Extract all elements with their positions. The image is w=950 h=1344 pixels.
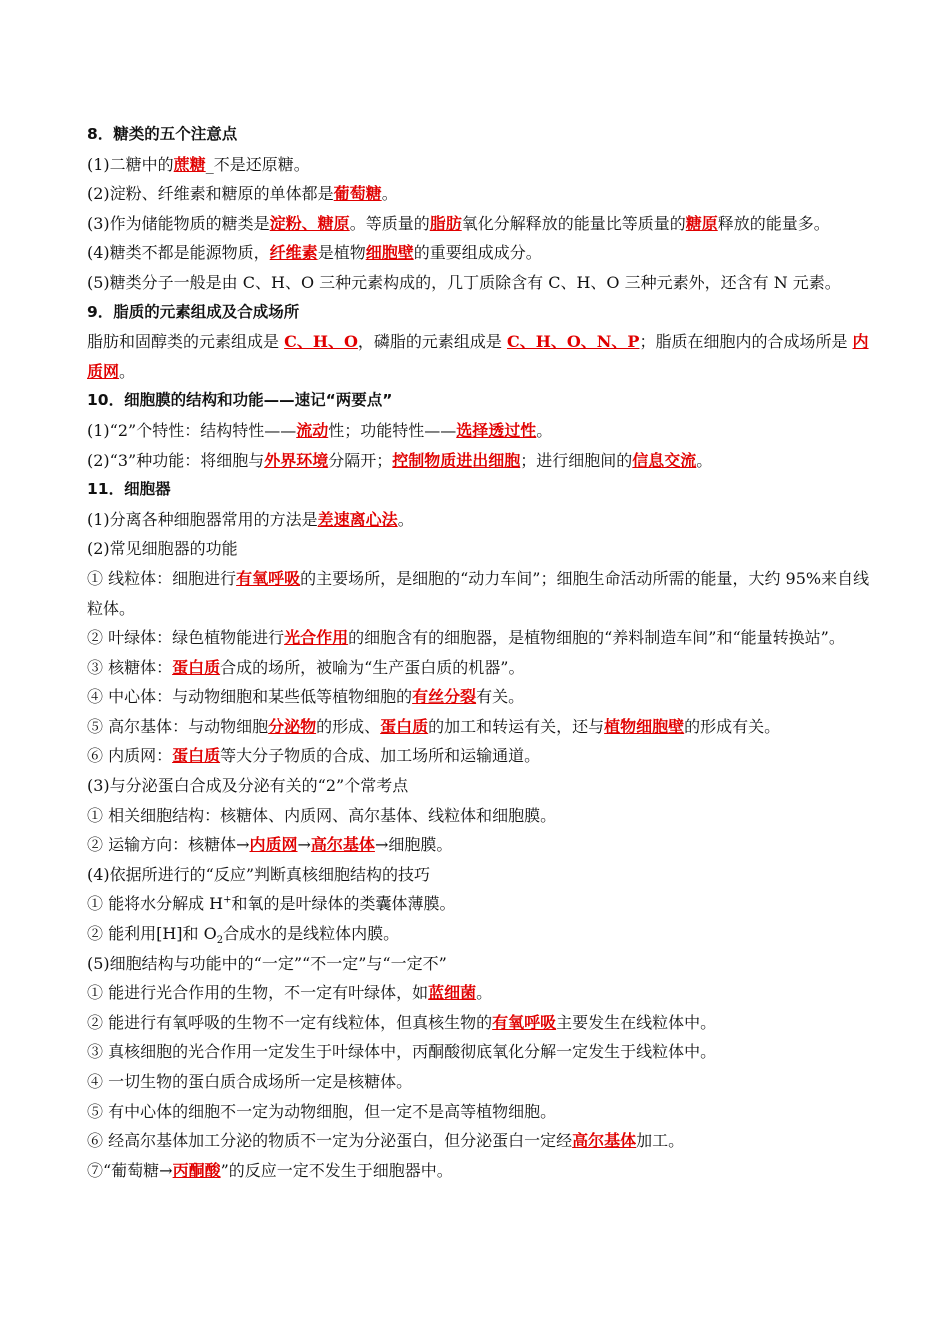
text-segment: 释放的能量多。 — [717, 213, 830, 233]
text-segment: (2)“3”种功能：将细胞与 — [87, 450, 265, 470]
text-segment: 的主要场所，是细胞的“动力车间”；细胞生命活动所需的能量，大约 95%来自线粒体。 — [87, 568, 870, 618]
text-segment: (5)糖类分子一般是由 C、H、O 三种元素构成的，几丁质除含有 C、H、O 三种元素外，还含有 N 元素。 — [87, 272, 841, 292]
answer-keyword: 丙酮酸 — [172, 1160, 221, 1180]
section-heading — [87, 475, 877, 505]
text-segment: 的形成有关。 — [684, 716, 781, 736]
text-segment: ② 叶绿体：绿色植物能进行 — [87, 628, 285, 648]
text-segment: (4)依据所进行的“反应”判断真核细胞结构的技巧 — [87, 864, 431, 884]
text-segment: ⑥ 内质网： — [87, 746, 173, 766]
text-segment: 氧化分解释放的能量比等质量的 — [461, 213, 686, 233]
answer-keyword: 差速离心法 — [317, 509, 398, 529]
text-line — [87, 682, 877, 712]
text-segment: 。 — [397, 509, 414, 529]
text-segment: 和氧的是叶绿体的类囊体薄膜。 — [231, 894, 456, 914]
answer-keyword: 有氧呼吸 — [492, 1012, 557, 1032]
text-line — [87, 771, 877, 801]
text-segment: 的细胞含有的细胞器，是植物细胞的“养料制造车间”和“能量转换站”。 — [348, 628, 845, 648]
answer-keyword: C、H、O、N、P — [506, 332, 640, 352]
text-line — [87, 534, 877, 564]
text-segment: ① 相关细胞结构：核糖体、内质网、高尔基体、线粒体和细胞膜。 — [87, 805, 557, 825]
answer-keyword: 蓝细菌 — [428, 983, 477, 1003]
text-segment: 分隔开； — [328, 450, 393, 470]
text-line — [87, 416, 877, 446]
section-heading — [87, 120, 877, 150]
text-segment: (2)常见细胞器的功能 — [87, 539, 238, 559]
text-line — [87, 179, 877, 209]
answer-keyword: 控制物质进出细胞 — [392, 450, 521, 470]
text-segment: ② 能利用[H]和 O — [87, 924, 217, 944]
text-segment: (1)分离各种细胞器常用的方法是 — [87, 509, 318, 529]
section-heading — [87, 386, 877, 416]
text-segment: (3)与分泌蛋白合成及分泌有关的“2”个常考点 — [87, 776, 409, 796]
text-segment: 。 — [476, 983, 493, 1003]
text-line — [87, 209, 877, 239]
answer-keyword: 淀粉、糖原 — [269, 213, 350, 233]
text-line — [87, 238, 877, 268]
text-line — [87, 889, 877, 919]
answer-keyword: 有丝分裂 — [412, 687, 477, 707]
text-segment: ；进行细胞间的 — [520, 450, 633, 470]
text-segment: 。 — [381, 184, 398, 204]
text-line — [87, 327, 877, 386]
text-line — [87, 978, 877, 1008]
text-segment: 合成的场所，被喻为“生产蛋白质的机器”。 — [220, 657, 525, 677]
text-segment: 等大分子物质的合成、加工场所和运输通道。 — [220, 746, 541, 766]
text-segment: (2)淀粉、纤维素和糖原的单体都是 — [87, 184, 334, 204]
text-line — [87, 653, 877, 683]
text-segment: 。等质量的 — [349, 213, 430, 233]
text-segment: 的形成、 — [316, 716, 381, 736]
text-segment: 9．脂质的元素组成及合成场所 — [87, 302, 300, 321]
text-line — [87, 623, 877, 653]
text-line — [87, 1156, 877, 1186]
text-line — [87, 446, 877, 476]
text-segment: 的重要组成成分。 — [413, 243, 542, 263]
answer-keyword: 纤维素 — [269, 243, 318, 263]
answer-keyword: 糖原 — [685, 213, 718, 233]
answer-keyword: 蔗糖 — [173, 154, 206, 174]
text-segment: ”的反应一定不发生于细胞器中。 — [220, 1160, 453, 1180]
answer-keyword: 外界环境 — [264, 450, 329, 470]
text-segment: → — [297, 835, 311, 855]
text-segment: 是植物 — [317, 243, 366, 263]
text-segment: 性；功能特性—— — [328, 420, 457, 440]
answer-keyword: C、H、O — [284, 332, 358, 352]
section-heading — [87, 298, 877, 328]
text-segment: (3)作为储能物质的糖类是 — [87, 213, 270, 233]
text-segment: ① 能将水分解成 H — [87, 894, 224, 914]
text-segment: ③ 核糖体： — [87, 657, 173, 677]
answer-keyword: 细胞壁 — [365, 243, 414, 263]
text-segment: 加工。 — [636, 1131, 685, 1151]
text-line — [87, 919, 877, 949]
text-line — [87, 741, 877, 771]
text-line — [87, 1126, 877, 1156]
text-line — [87, 712, 877, 742]
text-segment: 2 — [216, 935, 224, 947]
text-segment: 。 — [536, 420, 553, 440]
text-segment: (5)细胞结构与功能中的“一定”“不一定”与“一定不” — [87, 953, 447, 973]
text-line — [87, 564, 877, 623]
text-segment: ② 能进行有氧呼吸的生物不一定有线粒体，但真核生物的 — [87, 1012, 493, 1032]
text-segment: 。 — [119, 361, 136, 381]
text-segment: (4)糖类不都是能源物质， — [87, 243, 270, 263]
text-segment: (1)“2”个特性：结构特性—— — [87, 420, 297, 440]
answer-keyword: 高尔基体 — [310, 835, 375, 855]
answer-keyword: 选择透过性 — [456, 420, 537, 440]
text-segment: ④ 中心体：与动物细胞和某些低等植物细胞的 — [87, 687, 413, 707]
text-segment: 有关。 — [476, 687, 525, 707]
text-segment: 合成水的是线粒体内膜。 — [223, 924, 400, 944]
text-segment: 8．糖类的五个注意点 — [87, 125, 238, 143]
text-line — [87, 268, 877, 298]
text-segment: ② 运输方向：核糖体→ — [87, 835, 250, 855]
text-segment: 脂肪和固醇类的元素组成是 — [87, 332, 285, 352]
text-segment: ④ 一切生物的蛋白质合成场所一定是核糖体。 — [87, 1072, 413, 1091]
text-segment: _不是还原糖。 — [205, 154, 310, 174]
answer-keyword: 葡萄糖 — [333, 184, 382, 204]
answer-keyword: 蛋白质 — [172, 657, 221, 677]
answer-keyword: 光合作用 — [284, 628, 349, 648]
text-line — [87, 1097, 877, 1127]
answer-keyword: 有氧呼吸 — [236, 568, 301, 588]
text-line — [87, 860, 877, 890]
text-line — [87, 1008, 877, 1038]
answer-keyword: 植物细胞壁 — [604, 716, 685, 736]
text-segment: + — [223, 895, 232, 907]
text-segment: 11．细胞器 — [87, 480, 171, 499]
text-segment: ③ 真核细胞的光合作用一定发生于叶绿体中，丙酮酸彻底氧化分解一定发生于线粒体中。 — [87, 1042, 717, 1062]
text-segment: ⑦“葡萄糖→ — [87, 1160, 173, 1180]
text-segment: ⑥ 经高尔基体加工分泌的物质不一定为分泌蛋白，但分泌蛋白一定经 — [87, 1131, 573, 1151]
text-segment: ① 线粒体：细胞进行 — [87, 568, 237, 588]
text-line — [87, 830, 877, 860]
text-segment: 主要发生在线粒体中。 — [556, 1012, 717, 1032]
document-page — [87, 120, 877, 1185]
answer-keyword: 高尔基体 — [572, 1131, 637, 1151]
text-segment: ① 能进行光合作用的生物，不一定有叶绿体，如 — [87, 983, 429, 1003]
text-line — [87, 949, 877, 979]
text-segment: ⑤ 有中心体的细胞不一定为动物细胞，但一定不是高等植物细胞。 — [87, 1101, 557, 1121]
text-line — [87, 150, 877, 180]
text-line — [87, 1067, 877, 1097]
answer-keyword: 脂肪 — [429, 213, 462, 233]
text-segment: ⑤ 高尔基体：与动物细胞 — [87, 716, 269, 736]
answer-keyword: 蛋白质 — [380, 716, 429, 736]
text-line — [87, 505, 877, 535]
text-segment: ；脂质在细胞内的合成场所是 — [639, 332, 853, 352]
answer-keyword: 分泌物 — [268, 716, 317, 736]
text-segment: ，磷脂的元素组成是 — [357, 332, 507, 352]
answer-keyword: 信息交流 — [632, 450, 697, 470]
text-segment: 的加工和转运有关，还与 — [428, 716, 605, 736]
text-segment: →细胞膜。 — [374, 835, 453, 855]
answer-keyword: 内质网 — [249, 835, 298, 855]
answer-keyword: 流动 — [296, 420, 329, 440]
answer-keyword: 蛋白质 — [172, 746, 221, 766]
text-segment: 10．细胞膜的结构和功能——速记“两要点” — [87, 391, 393, 410]
answer-keyword: 内质网 — [87, 332, 869, 381]
text-segment: 。 — [696, 450, 713, 470]
text-line — [87, 801, 877, 831]
text-line — [87, 1037, 877, 1067]
text-segment: (1)二糖中的 — [87, 154, 174, 174]
